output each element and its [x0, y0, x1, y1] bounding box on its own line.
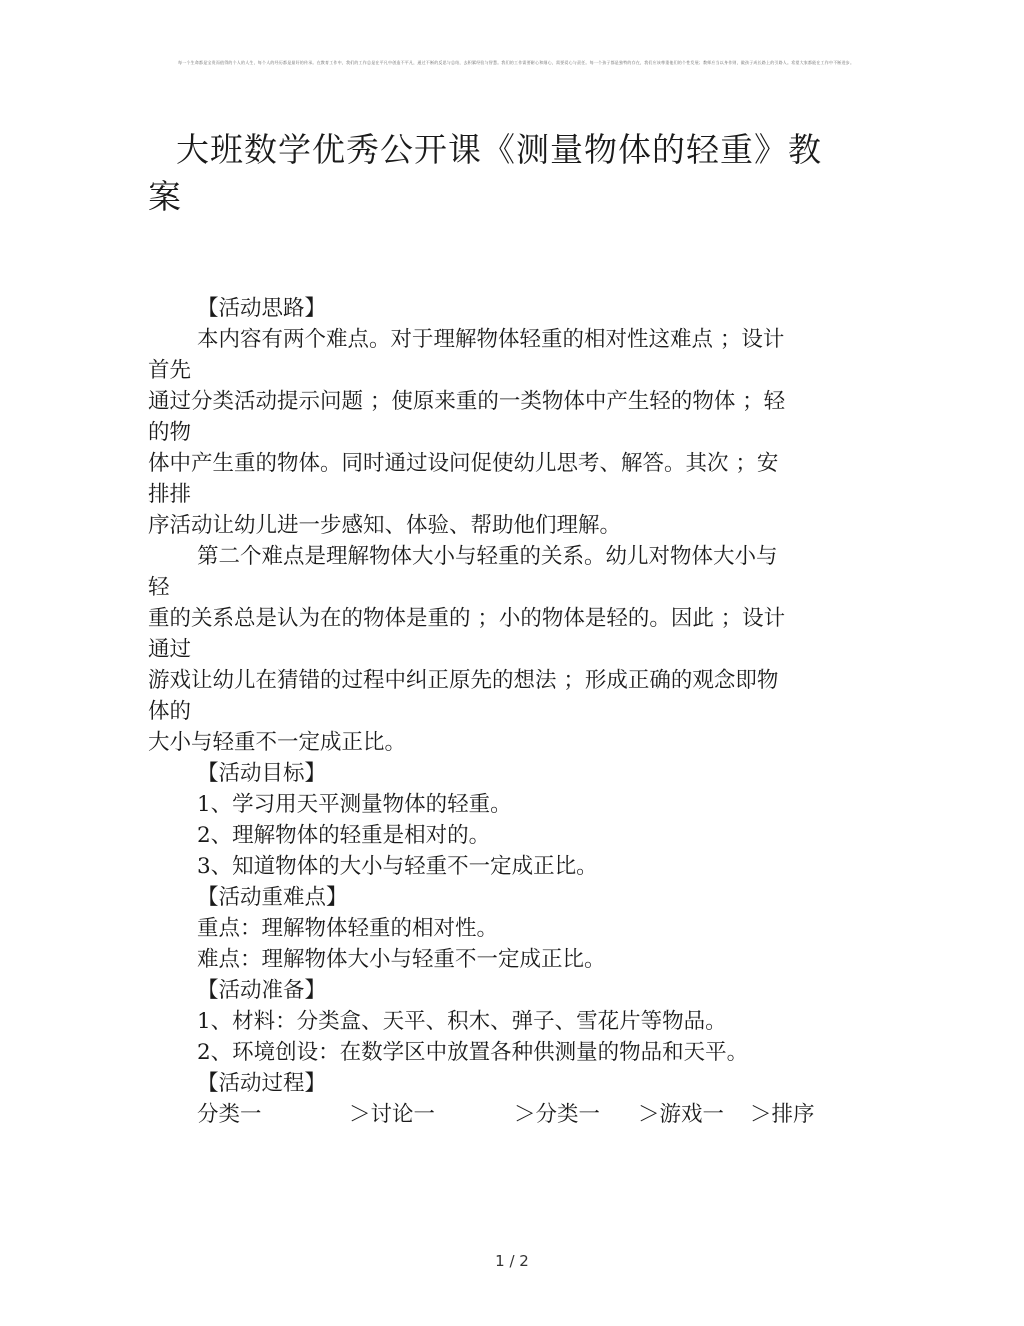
paragraph-line: 通过分类活动提示问题 ；使原来重的一类物体中产生轻的物体 ；轻 — [148, 389, 786, 414]
paragraph-line: 排排 — [148, 482, 192, 507]
paragraph-line: 体的 — [148, 699, 192, 724]
section-heading-process: 【活动过程】 — [197, 1071, 327, 1096]
paragraph-line: 大小与轻重不一定成正比。 — [148, 730, 407, 755]
document-body — [148, 293, 828, 1130]
section-heading-approach: 【活动思路】 — [197, 296, 327, 321]
process-flow — [148, 1099, 828, 1130]
flow-step: ＞排序 — [750, 1102, 815, 1127]
flow-step: ＞分类一 — [514, 1102, 601, 1127]
paragraph-line: 通过 — [148, 637, 192, 662]
section-heading-preparation: 【活动准备】 — [197, 978, 327, 1003]
key-point-item: 难点：理解物体大小与轻重不一定成正比。 — [197, 947, 606, 972]
preparation-item: 2、环境创设：在数学区中放置各种供测量的物品和天平。 — [197, 1040, 749, 1065]
paragraph-line: 序活动让幼儿进一步感知、体验、帮助他们理解。 — [148, 513, 622, 538]
goal-item: 2、理解物体的轻重是相对的。 — [197, 823, 491, 848]
paragraph-line: 的物 — [148, 420, 192, 445]
goal-item: 3、知道物体的大小与轻重不一定成正比。 — [197, 854, 598, 879]
paragraph-line: 本内容有两个难点。对于理解物体轻重的相对性这难点 ；设计 — [197, 327, 785, 352]
goal-item: 1、学习用天平测量物体的轻重。 — [197, 792, 512, 817]
paragraph-line: 轻 — [148, 575, 170, 600]
flow-step: ＞讨论一 — [349, 1102, 436, 1127]
preparation-item: 1、材料：分类盒、天平、积木、弹子、雪花片等物品。 — [197, 1009, 727, 1034]
paragraph-line: 游戏让幼儿在猜错的过程中纠正原先的想法 ；形成正确的观念即物 — [148, 668, 779, 693]
page-number: 1 / 2 — [495, 1252, 529, 1270]
paragraph-line: 体中产生重的物体。同时通过设问促使幼儿思考、解答。其次 ；安 — [148, 451, 779, 476]
document-title: 大班数学优秀公开课《测量物体的轻重》教案 — [148, 130, 822, 216]
paragraph-line: 第二个难点是理解物体大小与轻重的关系。幼儿对物体大小与 — [197, 544, 778, 569]
header-note: 每一个生命都是宝贵而值得的个人的人生，每个人的经历都是最好的传承。在教育工作中，我们的工作总是在平凡中创造不平凡，通过不断的反思与总结，去积累经验与智慧。我们的工作需要耐心和细心，需要爱心与责任。每一个孩子都是独特的存在，我们应该尊重他们的个性发展；教师应当以身作则，做孩子成长路上的引路人。希望大家都能在工作中不断进步。 — [178, 60, 855, 65]
paragraph-line: 首先 — [148, 358, 192, 383]
flow-step: ＞游戏一 — [638, 1102, 725, 1127]
key-point-item: 重点：理解物体轻重的相对性。 — [197, 916, 499, 941]
paragraph-line: 重的关系总是认为在的物体是重的 ；小的物体是轻的。因此 ；设计 — [148, 606, 786, 631]
section-heading-key-points: 【活动重难点】 — [197, 885, 348, 910]
flow-step: 分类一 — [197, 1102, 262, 1127]
section-heading-goals: 【活动目标】 — [197, 761, 327, 786]
